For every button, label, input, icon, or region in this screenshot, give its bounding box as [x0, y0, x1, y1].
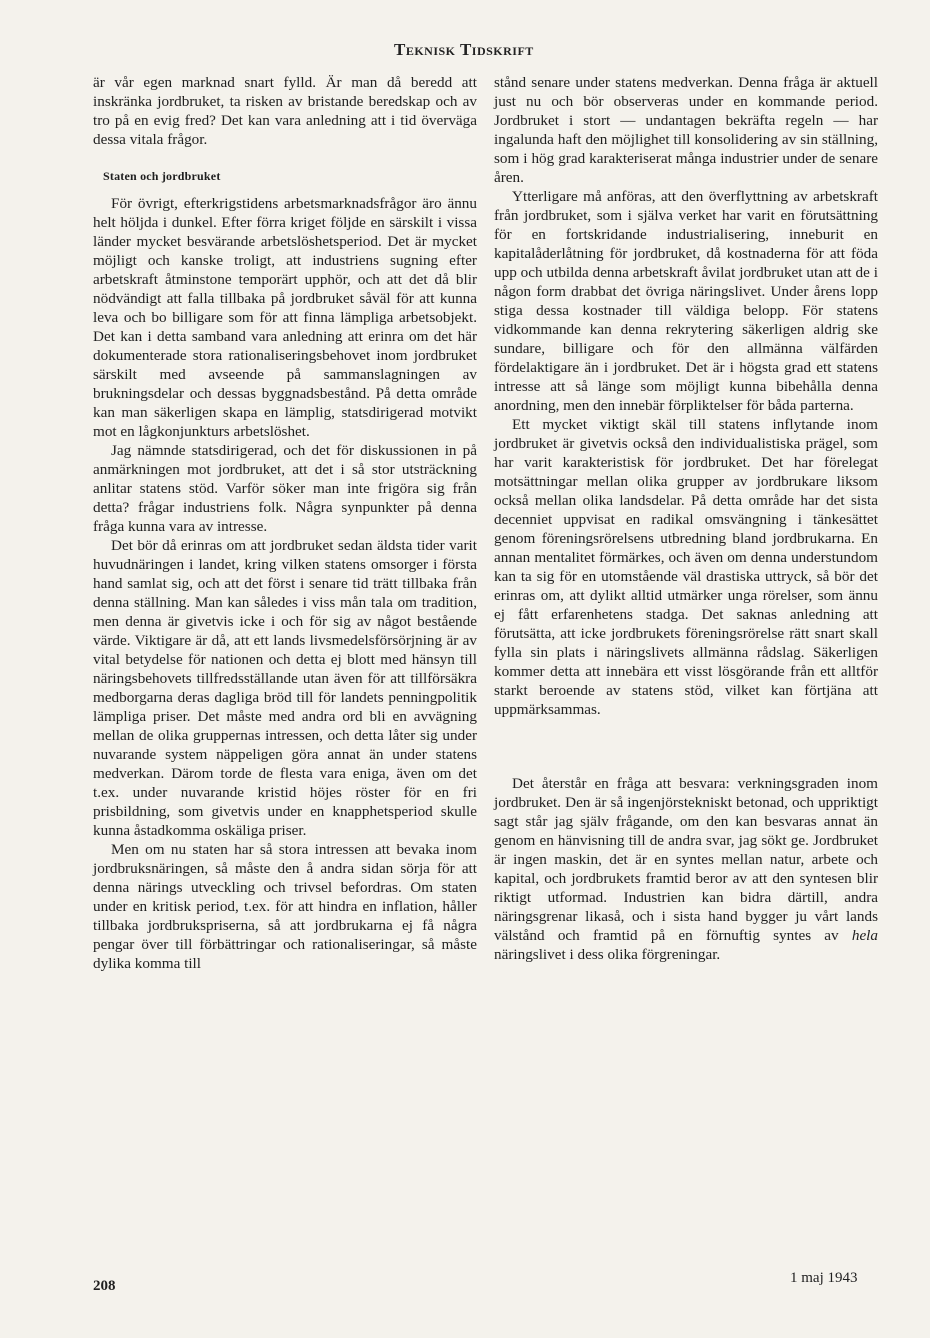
paragraph: För övrigt, efterkrigstidens arbetsmarknadsfrågor äro ännu helt höljda i dunkel. Efter förra kriget följde en särskilt i vissa länder mycket besvärande arbetslöshetsperiod. Det är mycket möjligt och kanske troligt, att industriens sugning efter arbetskraft åtminstone temporärt upphör, och att det då blir nödvändigt att falla tillbaka på jordbruket såväl för att kunna leva och bo billigare som för att finna lämpliga arbetsobjekt. Det kan i detta samband vara anledning att erinra om det här dokumenterade stora rationaliseringsbehovet inom jordbruket särskilt med avseende på sammanslagningen av brukningsdelar och dessas byggnadsbestånd. På detta område kan man säkerligen skapa en lämplig, statsdirigerad motvikt mot en lågkonjunkturs arbetslöshet. — [93, 195, 477, 440]
paragraph: Ytterligare må anföras, att den överflyttning av arbetskraft från jordbruket, som i själva verket har varit en förutsättning för en fortskridande industrialisering, inneburit en kapitalåderlåtning för jordbruket, då kostnaderna för att föda upp och utbilda denna arbetskraft åvilat jordbruket utan att de i någon form drabbat det övriga näringslivet. Under årens lopp stiga dessa kostnader till väldiga belopp. För statens vidkommande kan denna rekrytering säkerligen aldrig ske sundare, billigare och för den allmänna välfärden fördelaktigare än i jordbruket. Det är i högsta grad ett statens intresse att så länge som möjligt kunna bibehålla denna anordning, men den innebär förpliktelser för båda parterna. — [494, 188, 878, 414]
paragraph: Ett mycket viktigt skäl till statens inflytande inom jordbruket är givetvis också den individualistiska prägel, som har varit karakteristisk för jordbruket. Det har förelegat motsättningar mellan olika grupper av jordbrukare liksom också mellan olika landsdelar. På detta område har det sista decenniet uppvisat en radikal omsvängning i tänkesättet genom föreningsrörelsens utbredning bland jordbrukarna. En annan mentalitet förmärkes, och även om denna understundom kan ta sig för en utomstående väl drastiska uttryck, så bör det erinras om, att dylikt alltid utmärker unga rörelser, som ännu ej fått erfarenhetens stadga. Det saknas anledning att förutsätta, att icke jordbrukets föreningsrörelse rätt snart skall fylla sin plats i näringslivets allmänna rådslag. Säkerligen kommer detta att innebära ett visst lösgörande från ett alltför starkt beroende av statens stöd, vilket kan förtjäna att uppmärksammas. — [494, 416, 878, 718]
paragraph: stånd senare under statens medverkan. Denna fråga är aktuell just nu och bör observeras under en kommande period. Jordbruket i stort — undantagen bekräfta regeln — har ingalunda haft den möjlighet till konsolidering av sin ställning, som i hög grad karakteriserat många industrier under de senare åren. — [494, 74, 878, 186]
left-column — [93, 73, 477, 973]
issue-date: 1 maj 1943 — [790, 1270, 858, 1286]
paragraph: Men om nu staten har så stora intressen att bevaka inom jordbruksnäringen, så måste den å andra sidan sörja för att denna närings utveckling och trivsel befordras. Om staten under en kritisk period, t.ex. för att hindra en inflation, håller tillbaka jordbrukspriserna, så att jordbrukarna ej få några pengar över till förbättringar och rationaliseringar, så måste dylika komma till — [93, 841, 477, 972]
closing-paragraph — [494, 774, 878, 964]
closing-text-end: näringslivet i dess olika förgreningar. — [494, 946, 721, 963]
section-gap — [494, 719, 878, 774]
journal-title: Teknisk Tidskrift — [394, 40, 534, 59]
emphasis-word: hela — [851, 927, 878, 944]
paragraph: Det bör då erinras om att jordbruket sedan äldsta tider varit huvudnäringen i landet, kring vilken statens omsorger i första hand samlat sig, och att det först i senare tid trätt tillbaka från denna ställning. Man kan således i viss mån tala om tradition, men denna är givetvis icke i och för sig av något bestående värde. Viktigare är då, att ett lands livsmedelsförsörjning är av vital betydelse för nationen och detta ej blott med hänsyn till näringsbehovets tillfredsställande utan även för att tillförsäkra medborgarna deras dagliga bröd till för landets penningpolitik lämpliga priser. Det måste med andra ord bli en avvägning mellan de olika gruppernas intressen, och detta låter sig under nuvarande system näppeligen göra annat än under statens medverkan. Därom torde de flesta vara eniga, även om det t.ex. under nuvarande kristid höjes röster för en fri prisbildning, som givetvis under en knapphetsperiod skulle kunna åstadkomma oskäliga priser. — [93, 537, 477, 839]
paragraph: är vår egen marknad snart fylld. Är man då beredd att inskränka jordbruket, ta risken av bristande beredskap och av tro på en evig fred? Det kan vara anledning att i tid överväga dessa vitala frågor. — [93, 74, 477, 148]
right-column — [494, 73, 878, 964]
section-subheading: Staten och jordbruket — [103, 169, 221, 183]
paragraph: Jag nämnde statsdirigerad, och det för diskussionen in på anmärkningen mot jordbruket, att det i så stor utsträckning anlitar statens stöd. Varför söker man inte frigöra sig från detta? frågar industriens folk. Några synpunkter på denna fråga kunna vara av intresse. — [93, 442, 477, 535]
closing-text-start: Det återstår en fråga att besvara: verkningsgraden inom jordbruket. Den är så ingenjörstekniskt betonad, och uppriktigt sagt står jag själv frågande, om den kan besvaras annat än genom en hänvisning till de andra svar, jag sökt ge. Jordbruket är ingen maskin, det är en syntes mellan natur, arbete och kapital, och jordbrukets framtid beror av att den syntesen blir riktigt utformad. Industrien kan bidra därtill, andra näringsgrenar likaså, och i sista hand bygger ju vårt lands välstånd och framtid på en förnuftig syntes av — [494, 775, 878, 944]
page-number: 208 — [93, 1278, 116, 1294]
